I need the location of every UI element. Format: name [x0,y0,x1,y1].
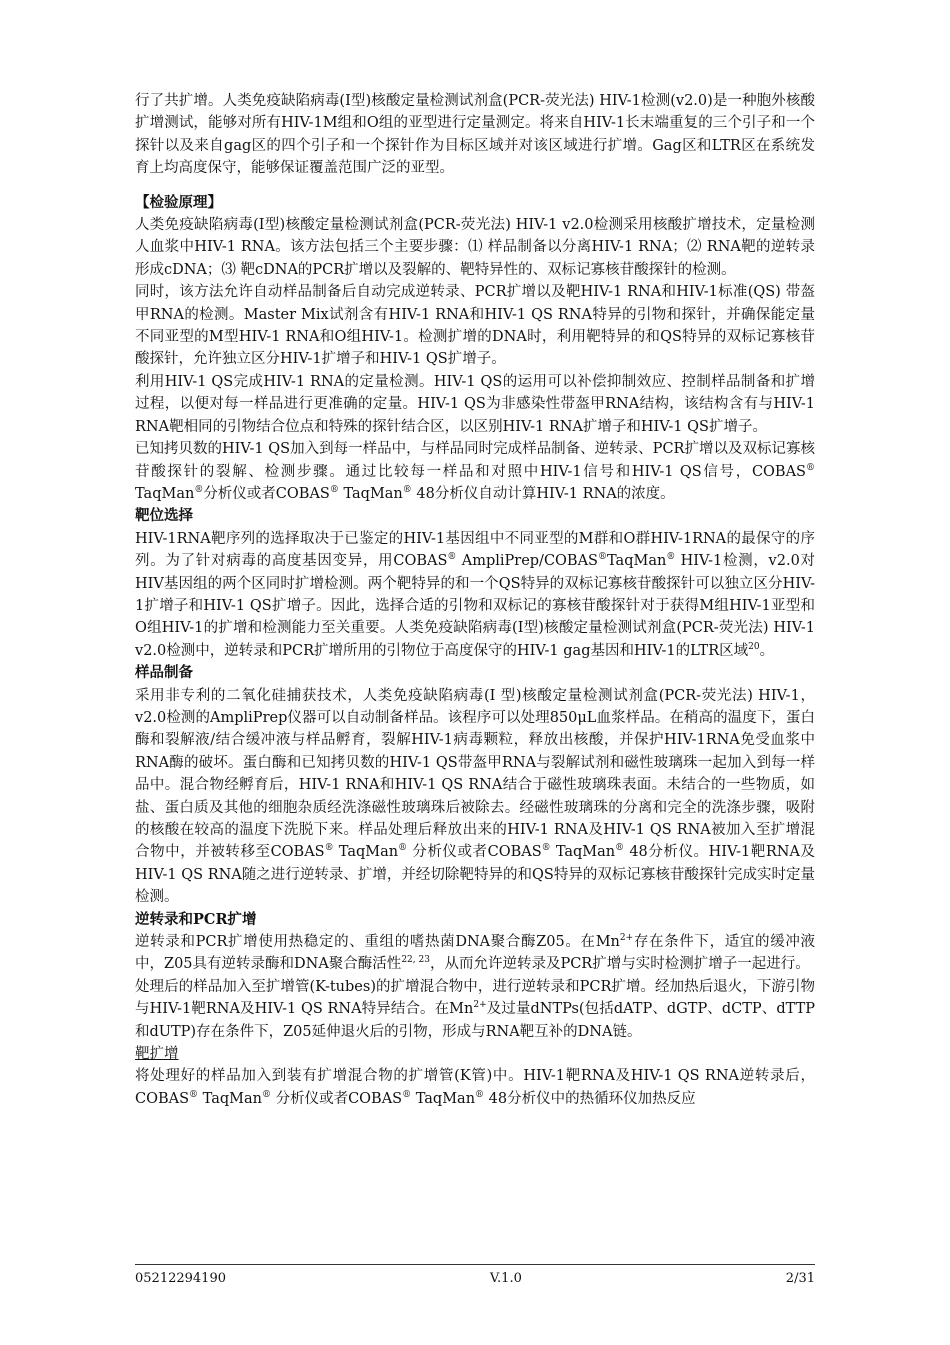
principle-paragraph-4: 已知拷贝数的HIV-1 QS加入到每一样品中，与样品同时完成样品制备、逆转录、PCR扩增以及双标记寡核苷酸探针的裂解、检测步骤。通过比较每一样品和对照中HIV-1信号和HIV-1 QS信号，COBAS® TaqMan®分析仪或者COBAS® TaqMan® 48分析仪自动计算HIV-1 RNA的浓度。 [135,441,815,502]
page-number: 2/31 [785,1271,815,1286]
registered-mark: ® [598,552,607,563]
registered-mark: ® [324,843,334,854]
superscript: 2+ [619,933,634,944]
spacer [135,180,815,192]
principle-paragraph-3: 利用HIV-1 QS完成HIV-1 RNA的定量检测。HIV-1 QS的运用可以补偿抑制效应、控制样品制备和扩增过程，以便对每一样品进行更准确的定量。HIV-1 QS为非感染性带盔甲RNA结构，该结构含有与HIV-1 RNA靶相同的引物结合位点和特殊的探针结合区，以区别HIV-1 RNA扩增子和HIV-1 QS扩增子。 [135,373,815,435]
document-body [135,90,815,1110]
rt-paragraph-1: 逆转录和PCR扩增使用热稳定的、重组的嗜热菌DNA聚合酶Z05。在$Mn^{2+}$存在条件下，适宜的缓冲液中，Z05具有逆转录酶和DNA聚合酶活性$^{22, 23}$，从而允许逆转录及PCR扩增与实时检测扩增子一起进行。 [135,933,816,973]
sample-paragraph: 采用非专利的二氧化硅捕获技术，人类免疫缺陷病毒(I 型)核酸定量检测试剂盒(PCR-荧光法) HIV-1，v2.0检测的AmpliPrep仪器可以自动制备样品。该程序可以处理850μL血浆样品。在稍高的温度下，蛋白酶和裂解液/结合缓冲液与样品孵育，裂解HIV-1病毒颗粒，释放出核酸，并保护HIV-1RNA免受血浆中RNA酶的破坏。蛋白酶和已知拷贝数的HIV-1 QS带盔甲RNA与裂解试剂和磁性玻璃珠一起加入到每一样品中。混合物经孵育后，HIV-1 RNA和HIV-1 QS RNA结合于磁性玻璃珠表面。未结合的一些物质，如盐、蛋白质及其他的细胞杂质经洗涤磁性玻璃珠后被除去。经磁性玻璃珠的分离和完全的洗涤步骤，吸附的核酸在较高的温度下洗脱下来。样品处理后释放出来的HIV-1 RNA及HIV-1 QS RNA被加入至扩增混合物中，并被转移至COBAS® TaqMan® 分析仪或者COBAS® TaqMan® 48分析仪。HIV-1靶RNA及HIV-1 QS RNA随之进行逆转录、扩增，并经切除靶特异的和QS特异的双标记寡核苷酸探针完成实时定量检测。 [135,687,815,906]
registered-mark: ® [189,1090,199,1101]
rt-pcr-heading: 逆转录和PCR扩增 [135,910,257,928]
reference-number: 22, 23 [401,955,430,966]
document-version: V.1.0 [489,1271,522,1286]
amplification-paragraph: 将处理好的样品加入到装有扩增混合物的扩增管(K管)中。HIV-1靶RNA及HIV-1 QS RNA逆转录后，COBAS® TaqMan® 分析仪或者COBAS® TaqMan® 48分析仪中的热循环仪加热反应 [135,1068,815,1107]
document-code: 05212294190 [135,1271,226,1286]
registered-mark: ® [194,485,204,496]
registered-mark: ® [402,1090,412,1101]
principle-paragraph-2: 同时，该方法允许自动样品制备后自动完成逆转录、PCR扩增以及靶HIV-1 RNA和HIV-1标准(QS) 带盔甲RNA的检测。Master Mix试剂含有HIV-1 RNA和HIV-1 QS RNA特异的引物和探针，并确保能定量不同亚型的M型HIV-1 RNA和O组HIV-1。检测扩增的DNA时，利用靶特异的和QS特异的双标记寡核苷酸探针，允许独立区分HIV-1扩增子和HIV-1 QS扩增子。 [135,284,815,368]
registered-mark: ® [475,1090,485,1101]
registered-mark: ® [541,843,551,854]
registered-mark: ® [806,462,815,473]
registered-mark: ® [615,843,625,854]
registered-mark: ® [447,552,457,563]
intro-paragraph: 行了共扩增。人类免疫缺陷病毒(I型)核酸定量检测试剂盒(PCR-荧光法) HIV-1检测(v2.0)是一种胞外核酸扩增测试，能够对所有HIV-1M组和O组的亚型进行定量测定。将来自HIV-1长末端重复的三个引子和一个探针以及来自gag区的四个引子和一个探针作为目标区域并对该区域进行扩增。Gag区和LTR区在系统发育上均高度保守，能够保证覆盖范围广泛的亚型。 [135,93,815,177]
superscript: 2+ [473,1000,487,1011]
page-footer [135,1264,815,1289]
principle-heading: 【检验原理】 [135,193,222,211]
amplification-subheading: 靶扩增 [135,1046,179,1063]
registered-mark: ® [329,485,339,496]
registered-mark: ® [398,843,408,854]
sample-heading: 样品制备 [135,664,193,682]
registered-mark: ® [261,1090,271,1101]
target-heading: 靶位选择 [135,507,193,525]
rt-paragraph-2: 处理后的样品加入至扩增管(K-tubes)的扩增混合物中，进行逆转录和PCR扩增。经加热后退火，下游引物与HIV-1靶RNA及HIV-1 QS RNA特异结合。在$Mn^{2+}$及过量dNTPs(包括dATP、dGTP、dCTP、dTTP和dUTP)存在条件下，Z05延伸退火后的引物，形成与RNA靶互补的DNA链。 [135,978,815,1040]
registered-mark: ® [402,485,412,496]
reference-number: 20 [748,641,760,652]
target-paragraph: HIV-1RNA靶序列的选择取决于已鉴定的HIV-1基因组中不同亚型的M群和O群HIV-1RNA的最保守的序列。为了针对病毒的高度基因变异，用COBAS® AmpliPrep/COBAS®TaqMan® HIV-1检测，v2.0对HIV基因组的两个区同时扩增检测。两个靶特异的和一个QS特异的双标记寡核苷酸探针可以独立区分HIV-1扩增子和HIV-1 QS扩增子。因此，选择合适的引物和双标记的寡核苷酸探针对于获得M组HIV-1亚型和O组HIV-1的扩增和检测能力至关重要。人类免疫缺陷病毒(I型)核酸定量检测试剂盒(PCR-荧光法) HIV-1 v2.0检测中，逆转录和PCR扩增所用的引物位于高度保守的HIV-1 gag基因和HIV-1的LTR区域$^{20}$。 [135,530,816,659]
registered-mark: ® [666,552,676,563]
principle-paragraph-1: 人类免疫缺陷病毒(I型)核酸定量检测试剂盒(PCR-荧光法) HIV-1 v2.0检测采用核酸扩增技术，定量检测人血浆中HIV-1 RNA。该方法包括三个主要步骤：⑴ 样品制备以分离HIV-1 RNA；⑵ RNA靶的逆转录形成cDNA；⑶ 靶cDNA的PCR扩增以及裂解的、靶特异性的、双标记寡核苷酸探针的检测。 [135,217,815,278]
